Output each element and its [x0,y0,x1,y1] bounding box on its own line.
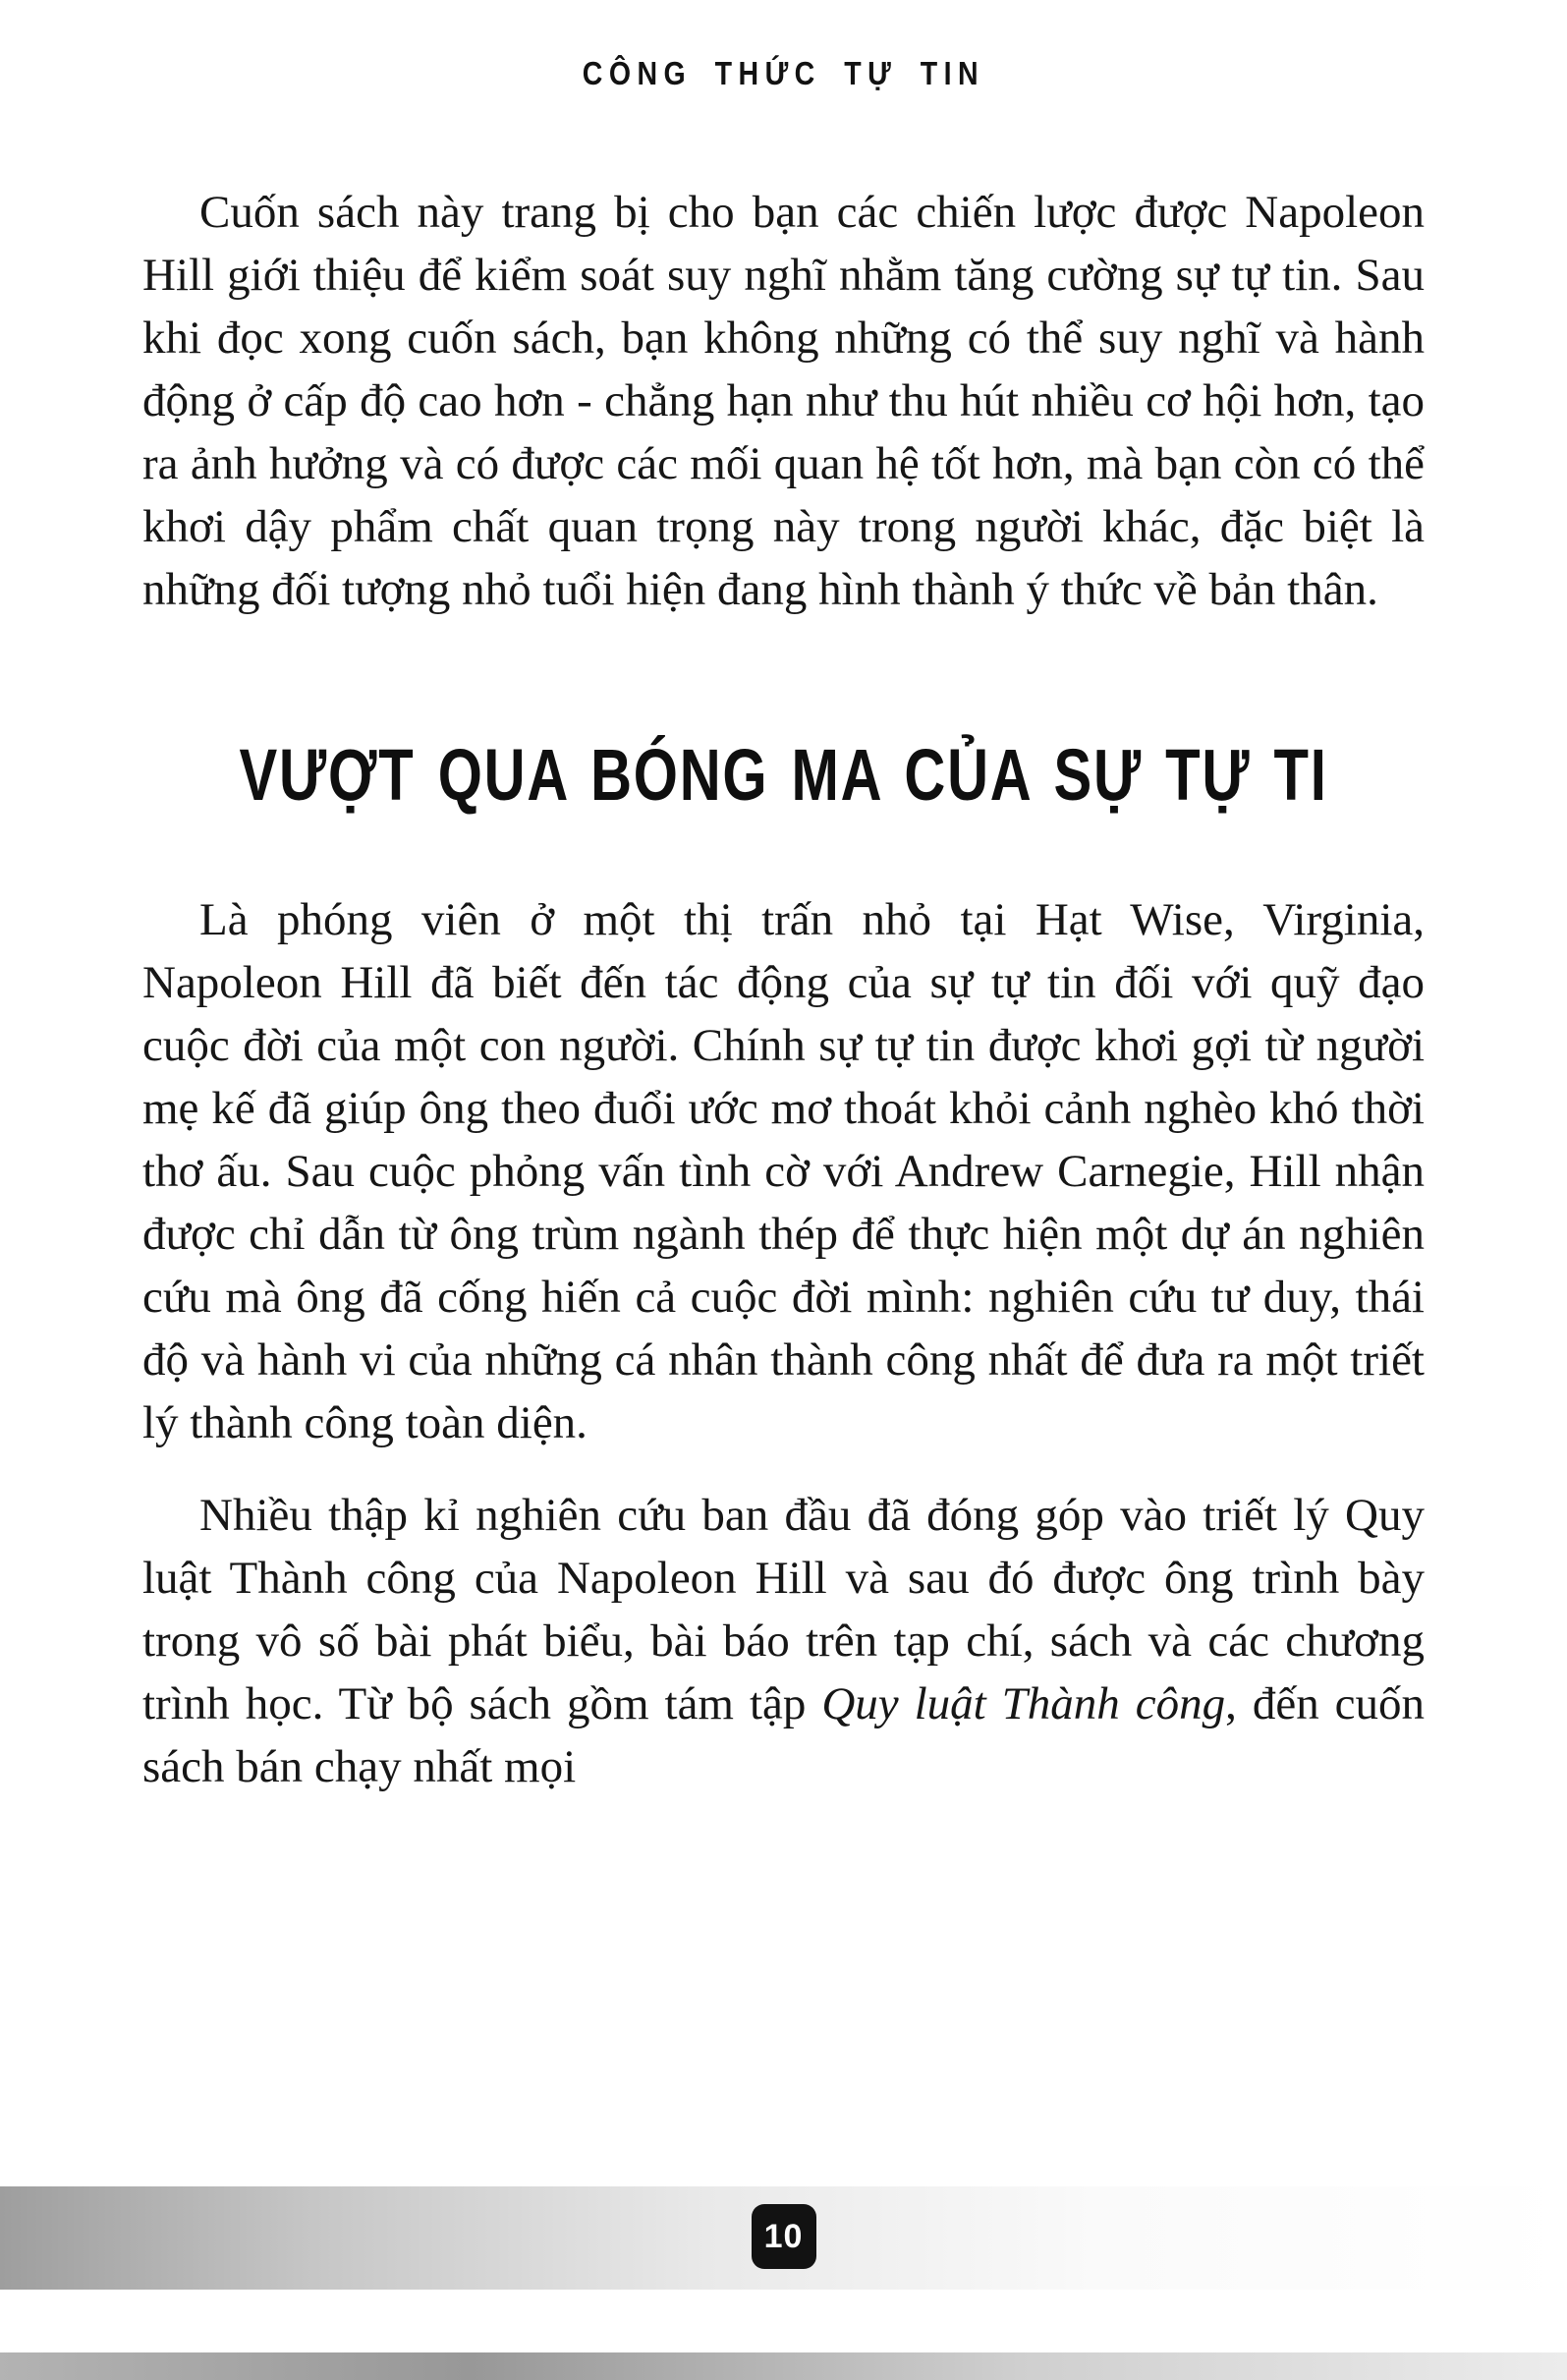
running-header [0,0,1567,90]
running-header-title: CÔNG THỨC TỰ TIN [582,55,985,92]
paragraph-intro: Cuốn sách này trang bị cho bạn các chiến lược được Napoleon Hill giới thiệu để kiểm soát suy nghĩ nhằm tăng cường sự tự tin. Sau khi đọc xong cuốn sách, bạn không những có thể suy nghĩ và hành động ở cấp độ cao hơn - chẳng hạn như thu hút nhiều cơ hội hơn, tạo ra ảnh hưởng và có được các mối quan hệ tốt hơn, mà bạn còn có thể khơi dậy phẩm chất quan trọng này trong người khác, đặc biệt là những đối tượng nhỏ tuổi hiện đang hình thành ý thức về bản thân. [142,187,1425,615]
book-title-italic: Quy luật Thành công [821,1678,1226,1729]
bottom-scan-edge [0,2352,1567,2380]
page-content [142,181,1425,1798]
paragraph-biography: Là phóng viên ở một thị trấn nhỏ tại Hạt Wise, Virginia, Napoleon Hill đã biết đến tác động của sự tự tin đối với quỹ đạo cuộc đời của một con người. Chính sự tự tin được khơi gợi từ người mẹ kế đã giúp ông theo đuổi ước mơ thoát khỏi cảnh nghèo khó thời thơ ấu. Sau cuộc phỏng vấn tình cờ với Andrew Carnegie, Hill nhận được chỉ dẫn từ ông trùm ngành thép để thực hiện một dự án nghiên cứu mà ông đã cống hiến cả cuộc đời mình: nghiên cứu tư duy, thái độ và hành vi của những cá nhân thành công nhất để đưa ra một triết lý thành công toàn diện. [142,894,1425,1448]
section-heading [142,733,1425,816]
paragraph-legacy-text-before: Nhiều thập kỉ nghiên cứu ban đầu đã đóng góp vào triết lý Quy luật Thành công của Napoleon Hill và sau đó được ông trình bày trong vô số bài phát biểu, bài báo trên tạp chí, sách và các chương trình học. Từ bộ sách gồm tám tập [142,1490,1425,1729]
section-heading-text: VƯỢT QUA BÓNG MA CỦA SỰ TỰ TI [239,733,1328,816]
paragraph-legacy-text-after: , đến cuốn sách bán chạy nhất mọi [142,1678,1426,1792]
page-number: 10 [763,2217,804,2255]
page-number-badge [752,2204,816,2269]
paragraph-legacy [142,1484,1425,1798]
